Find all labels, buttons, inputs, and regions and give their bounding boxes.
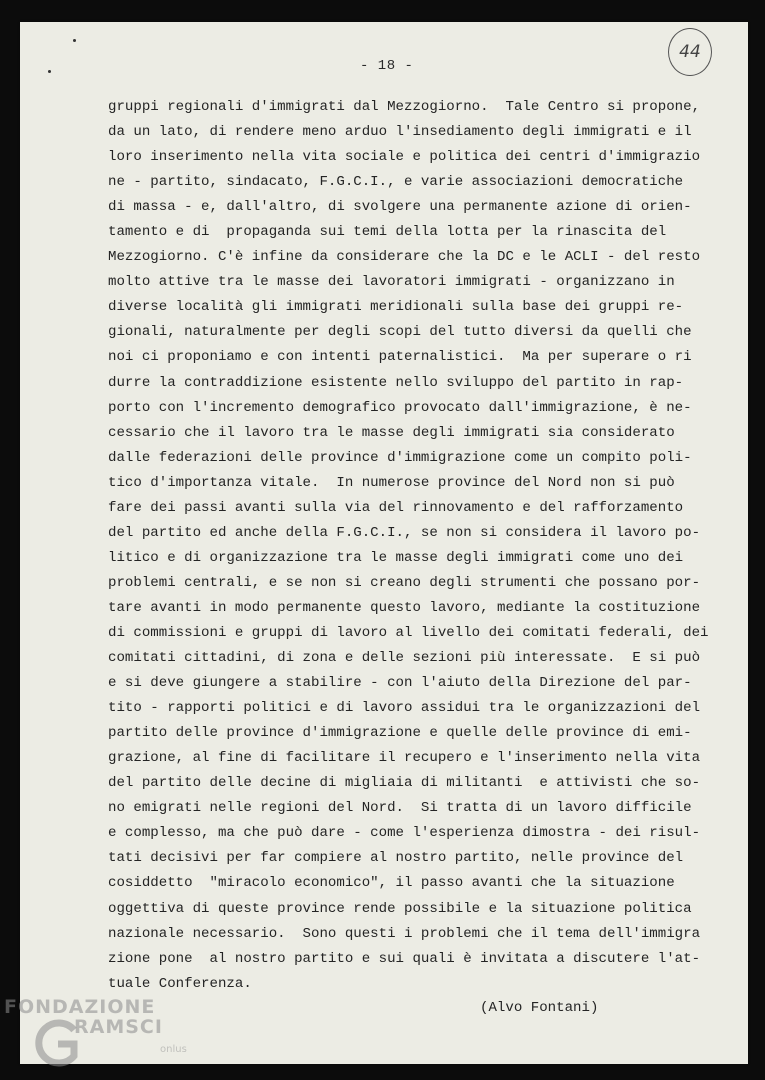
page-number: - 18 - (360, 58, 414, 74)
text-line: cosiddetto "miracolo economico", il passo avanti che la situazione (108, 875, 675, 892)
text-line: Mezzogiorno. C'è infine da considerare che la DC e le ACLI - del resto (108, 249, 701, 266)
text-line: gionali, naturalmente per degli scopi del tutto diversi da quelli che (108, 324, 692, 341)
text-line: no emigrati nelle regioni del Nord. Si tratta di un lavoro difficile (108, 800, 692, 817)
text-line: partito delle province d'immigrazione e quelle delle province di emi- (108, 725, 692, 742)
text-line: porto con l'incremento demografico provocato dall'immigrazione, è ne- (108, 399, 692, 416)
text-line: tito - rapporti politici e di lavoro assidui tra le organizzazioni del (108, 700, 701, 717)
watermark-line-3: onlus (160, 1044, 187, 1055)
watermark-line-1: FONDAZIONE (4, 996, 156, 1018)
text-line: tati decisivi per far compiere al nostro partito, nelle province del (108, 850, 684, 867)
text-line: fare dei passi avanti sulla via del rinnovamento e del rafforzamento (108, 499, 684, 516)
text-line: e si deve giungere a stabilire - con l'aiuto della Direzione del par- (108, 675, 692, 692)
text-line: noi ci proponiamo e con intenti paternalistici. Ma per superare o ri (108, 349, 692, 366)
text-line: cessario che il lavoro tra le masse degli immigrati sia considerato (108, 424, 675, 441)
text-line: e complesso, ma che può dare - come l'esperienza dimostra - dei risul- (108, 825, 701, 842)
body-text (108, 95, 748, 997)
text-line: di commissioni e gruppi di lavoro al livello dei comitati federali, dei (108, 624, 709, 641)
text-line: comitati cittadini, di zona e delle sezioni più interessate. E si può (108, 650, 701, 667)
text-line: grazione, al fine di facilitare il recupero e l'inserimento nella vita (108, 750, 701, 767)
text-line: diverse località gli immigrati meridionali sulla base dei gruppi re- (108, 299, 684, 316)
text-line: nazionale necessario. Sono questi i problemi che il tema dell'immigra (108, 925, 701, 942)
document-page (20, 22, 748, 1064)
text-line: zione pone al nostro partito e sui quali è invitata a discutere l'at- (108, 950, 701, 967)
text-line: ne - partito, sindacato, F.G.C.I., e varie associazioni democratiche (108, 174, 684, 191)
text-line: problemi centrali, e se non si creano degli strumenti che possano por- (108, 574, 701, 591)
author-signature: (Alvo Fontani) (480, 1000, 599, 1016)
text-line: di massa - e, dall'altro, di svolgere una permanente azione di orien- (108, 199, 692, 216)
text-line: oggettiva di queste province rende possibile e la situazione politica (108, 900, 692, 917)
text-line: del partito ed anche della F.G.C.I., se non si considera il lavoro po- (108, 524, 701, 541)
text-line: tico d'importanza vitale. In numerose province del Nord non si può (108, 474, 675, 491)
watermark-line-2: RAMSCI (74, 1016, 163, 1038)
fondazione-gramsci-watermark (0, 994, 200, 1080)
text-line: durre la contraddizione esistente nello sviluppo del partito in rap- (108, 374, 684, 391)
text-line: del partito delle decine di migliaia di militanti e attivisti che so- (108, 775, 701, 792)
text-line: loro inserimento nella vita sociale e politica dei centri d'immigrazio (108, 149, 701, 166)
text-line: gruppi regionali d'immigrati dal Mezzogiorno. Tale Centro si propone, (108, 99, 701, 115)
text-line: tare avanti in modo permanente questo lavoro, mediante la costituzione (108, 599, 701, 616)
text-line: dalle federazioni delle province d'immigrazione come un compito poli- (108, 449, 692, 466)
text-line: litico e di organizzazione tra le masse degli immigrati come uno dei (108, 549, 684, 566)
text-line: molto attive tra le masse dei lavoratori immigrati - organizzano in (108, 274, 675, 291)
archive-page-mark: 44 (668, 28, 712, 76)
text-line: tamento e di propaganda sui temi della lotta per la rinascita del (108, 224, 667, 241)
text-line: tuale Conferenza. (108, 975, 252, 992)
ink-speck (48, 70, 51, 73)
ink-speck (73, 39, 76, 42)
text-line: da un lato, di rendere meno arduo l'insediamento degli immigrati e il (108, 124, 692, 141)
